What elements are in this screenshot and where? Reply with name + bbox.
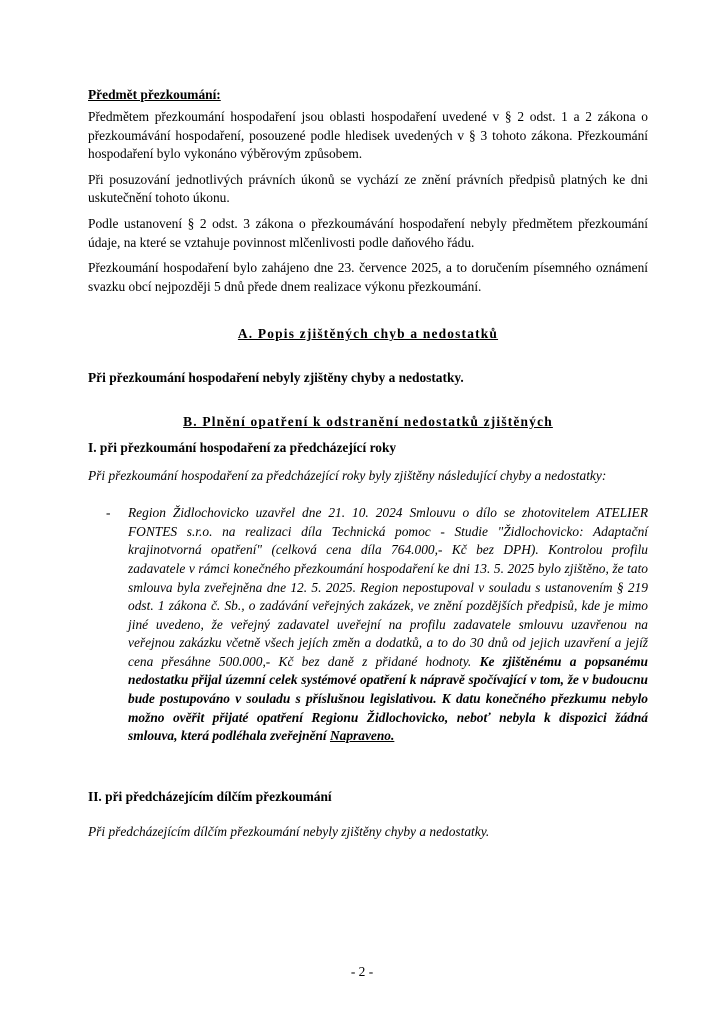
finding-remedy: Ke zjištěnému a popsanému nedostatku přijal územní celek systémové opatření k nápravě spočívající v tom, že v budoucnu bude postupováno v souladu s příslušnou legislativou. K datu konečného přezkumu nebylo možno ověřit přijaté opatření Regionu Židlochovicko, neboť nebyla k dispozici žádná smlouva, která podléhala zveřejnění [128, 653, 648, 744]
subject-paragraph-1: Předmětem přezkoumání hospodaření jsou oblasti hospodaření uvedené v § 2 odst. 1 a 2 zákona o přezkoumávání hospodaření, posouzené podle hledisek uvedených v § 3 tohoto zákona. Přezkoumání hospodaření bylo vykonáno výběrovým způsobem. [88, 109, 648, 162]
section-a-statement: Při přezkoumání hospodaření nebyly zjištěny chyby a nedostatky. [88, 370, 464, 386]
section-b-title: B. Plnění opatření k odstranění nedostatků zjištěných [183, 413, 553, 429]
section-b-sub2-heading: II. při předcházejícím dílčím přezkoumání [88, 788, 332, 804]
page-number: - 2 - [350, 964, 374, 979]
finding-status: Napraveno. [329, 728, 395, 744]
subject-heading: Předmět přezkoumání: [88, 87, 221, 102]
list-item [88, 504, 648, 746]
section-a-title: A. Popis zjištěných chyb a nedostatků [237, 326, 499, 342]
section-b-sub1-intro: Při přezkoumání hospodaření za předcházející roky byly zjištěny následující chyby a nedostatky: [88, 467, 607, 483]
subject-paragraph-2: Při posuzování jednotlivých právních úkonů se vychází ze znění právních předpisů platných ke dni uskutečnění tohoto úkonu. [88, 171, 648, 206]
section-b-sub1-heading: I. při přezkoumání hospodaření za předcházející roky [88, 439, 397, 455]
document-page [88, 86, 648, 849]
subject-paragraph-4: Přezkoumání hospodaření bylo zahájeno dne 23. července 2025, a to doručením písemného oznámení svazku obcí nejpozději 5 dnů přede dnem realizace výkonu přezkoumání. [88, 260, 648, 294]
section-b-sub2-statement: Při předcházejícím dílčím přezkoumání nebyly zjištěny chyby a nedostatky. [88, 824, 490, 840]
findings-list [88, 504, 648, 746]
subject-paragraph-3: Podle ustanovení § 2 odst. 3 zákona o přezkoumávání hospodaření nebyly předmětem přezkoumání údaje, na které se vztahuje povinnost mlčenlivosti podle daňového řádu. [88, 215, 648, 250]
list-dash: - [106, 505, 111, 521]
finding-text: Region Židlochovicko uzavřel dne 21. 10. 2024 Smlouvu o dílo se zhotovitelem ATELIER FONTES s.r.o. na realizaci díla Technická pomoc - Studie "Židlochovicko: Adaptační krajinotvorná opatření" (celková cena díla 764.000,- Kč bez DPH). Kontrolou profilu zadavatele v rámci konečného přezkoumání hospodaření ke dni 13. 5. 2025 bylo zjištěno, že tato smlouva byla zveřejněna dne 12. 5. 2025. Region nepostupoval v souladu s ustanovením § 219 odst. 1 zákona č. Sb., o zadávání veřejných zakázek, ve znění pozdějších předpisů, kde je mimo jiné uvedeno, že veřejný zadavatel uveřejní na profilu zadavatele smlouvu uzavřenou na veřejnou zakázku včetně všech jejích změn a dodatků, a to do 30 dnů od jejich uzavření a jejíž cena přesáhne 500.000,- Kč bez daně z přidané hodnoty. [128, 505, 648, 669]
